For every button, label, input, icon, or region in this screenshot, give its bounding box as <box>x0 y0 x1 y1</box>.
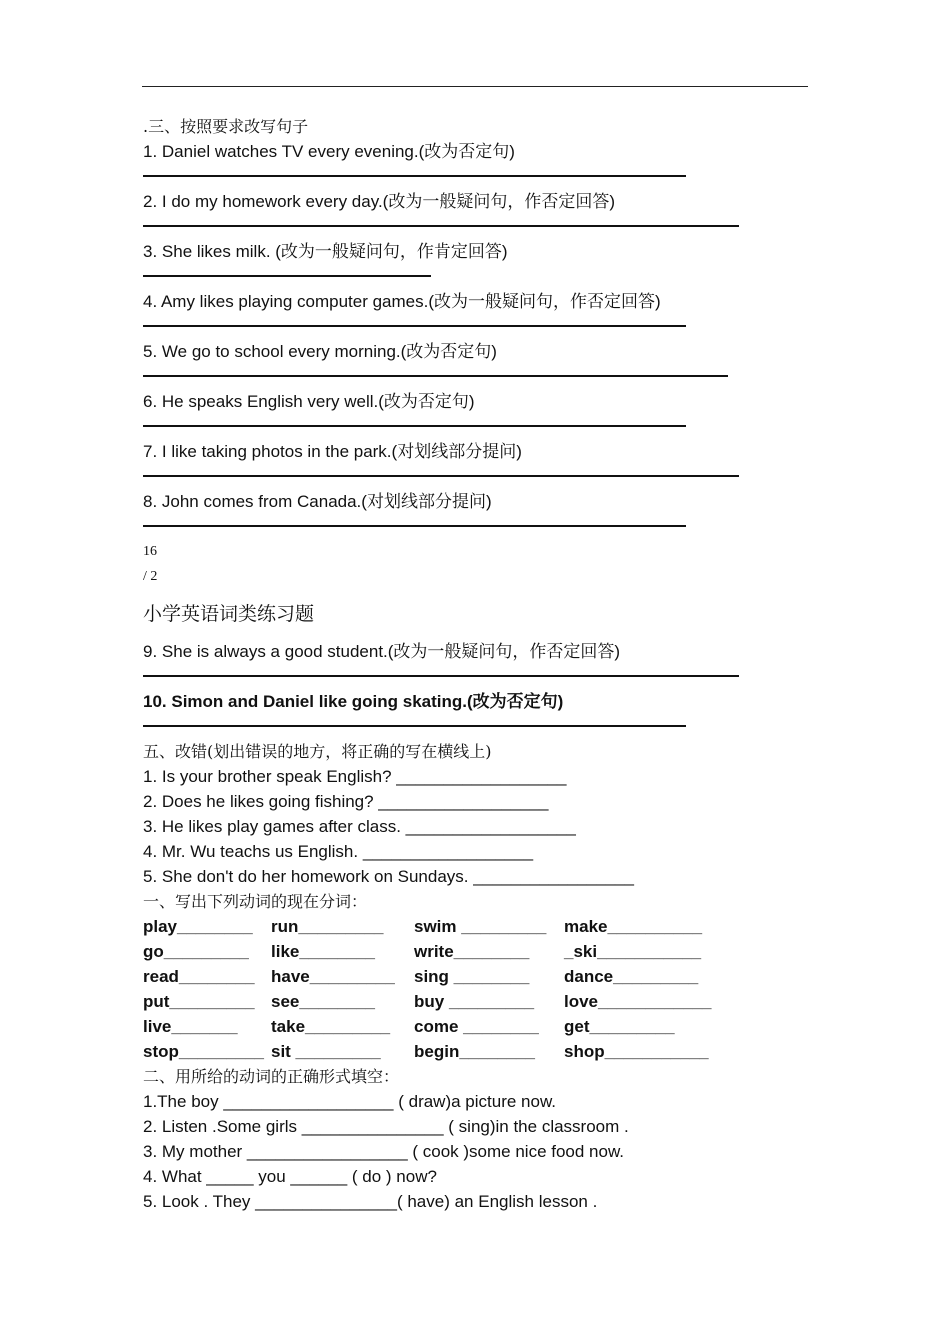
answer-line-10 <box>143 714 783 739</box>
verb-cell: take_________ <box>271 1017 391 1036</box>
answer-line-2 <box>143 214 783 239</box>
verb-cell: see________ <box>271 992 376 1011</box>
answer-line-6 <box>143 414 783 439</box>
verb-row <box>143 1039 783 1064</box>
verb-cell: write________ <box>414 942 530 961</box>
verb-cell: come ________ <box>414 1017 539 1036</box>
section1-heading: 一、写出下列动词的现在分词： <box>143 892 368 911</box>
verb-cell: like________ <box>271 942 375 961</box>
verb-cell: _ski___________ <box>564 942 702 961</box>
section2-heading: 二、用所给的动词的正确形式填空： <box>143 1067 400 1086</box>
correction-item: 1. Is your brother speak English? __________________ <box>143 767 567 786</box>
correction-item: 4. Mr. Wu teachs us English. __________________ <box>143 842 534 861</box>
question-3: 3. She likes milk. (改为一般疑问句，作肯定回答) <box>143 242 508 261</box>
question-10: 10. Simon and Daniel like going skating.(改为否定句) <box>143 692 564 711</box>
verb-row <box>143 964 783 989</box>
verb-cell: read________ <box>143 967 255 986</box>
verb-cell: stop_________ <box>143 1042 264 1061</box>
answer-line-8 <box>143 514 783 539</box>
page-number-top: 16 <box>143 544 157 559</box>
section5-heading: 五、改错(划出错误的地方，将正确的写在横线上) <box>143 742 492 761</box>
verb-cell: go_________ <box>143 942 249 961</box>
verb-cell: have_________ <box>271 967 395 986</box>
question-8: 8. John comes from Canada.(对划线部分提问) <box>143 492 492 511</box>
fill-in-item: 2. Listen .Some girls _______________ ( sing)in the classroom . <box>143 1117 629 1136</box>
verb-cell: sit _________ <box>271 1042 381 1061</box>
question-1: 1. Daniel watches TV every evening.(改为否定句) <box>143 142 515 161</box>
question-6: 6. He speaks English very well.(改为否定句) <box>143 392 475 411</box>
worksheet <box>143 114 783 1214</box>
page-number-bottom: / 2 <box>143 569 158 584</box>
verb-cell: run_________ <box>271 917 384 936</box>
verb-cell: shop___________ <box>564 1042 709 1061</box>
answer-line-9 <box>143 664 783 689</box>
question-4: 4. Amy likes playing computer games.(改为一般疑问句，作否定回答) <box>143 292 661 311</box>
section3-heading: .三、按照要求改写句子 <box>143 117 309 136</box>
fill-in-item: 3. My mother _________________ ( cook )some nice food now. <box>143 1142 625 1161</box>
question-5: 5. We go to school every morning.(改为否定句) <box>143 342 497 361</box>
verb-cell: get_________ <box>564 1017 675 1036</box>
verb-row <box>143 989 783 1014</box>
verb-cell: dance_________ <box>564 967 699 986</box>
verb-cell: love____________ <box>564 992 712 1011</box>
verb-cell: buy _________ <box>414 992 535 1011</box>
correction-item: 3. He likes play games after class. __________________ <box>143 817 576 836</box>
answer-line-1 <box>143 164 783 189</box>
fill-in-item: 1.The boy __________________ ( draw)a picture now. <box>143 1092 557 1111</box>
verb-cell: make__________ <box>564 917 703 936</box>
verb-cell: begin________ <box>414 1042 535 1061</box>
verb-cell: live_______ <box>143 1017 238 1036</box>
question-2: 2. I do my homework every day.(改为一般疑问句，作否定回答) <box>143 192 615 211</box>
question-7: 7. I like taking photos in the park.(对划线部分提问) <box>143 442 522 461</box>
verb-cell: play________ <box>143 917 253 936</box>
fill-in-item: 5. Look . They _______________( have) an English lesson . <box>143 1192 598 1211</box>
verb-row <box>143 1014 783 1039</box>
correction-item: 5. She don't do her homework on Sundays. _________________ <box>143 867 634 886</box>
verb-row <box>143 939 783 964</box>
fill-in-item: 4. What _____ you ______ ( do ) now? <box>143 1167 437 1186</box>
document-title: 小学英语词类练习题 <box>143 603 315 625</box>
verb-row <box>143 914 783 939</box>
verb-cell: swim _________ <box>414 917 547 936</box>
answer-line-7 <box>143 464 783 489</box>
header-rule <box>142 86 808 87</box>
answer-line-5 <box>143 364 783 389</box>
answer-line-4 <box>143 314 783 339</box>
verb-cell: sing ________ <box>414 967 530 986</box>
correction-item: 2. Does he likes going fishing? __________________ <box>143 792 549 811</box>
answer-line-3 <box>143 264 783 289</box>
question-9: 9. She is always a good student.(改为一般疑问句，作否定回答) <box>143 642 621 661</box>
verb-cell: put_________ <box>143 992 255 1011</box>
